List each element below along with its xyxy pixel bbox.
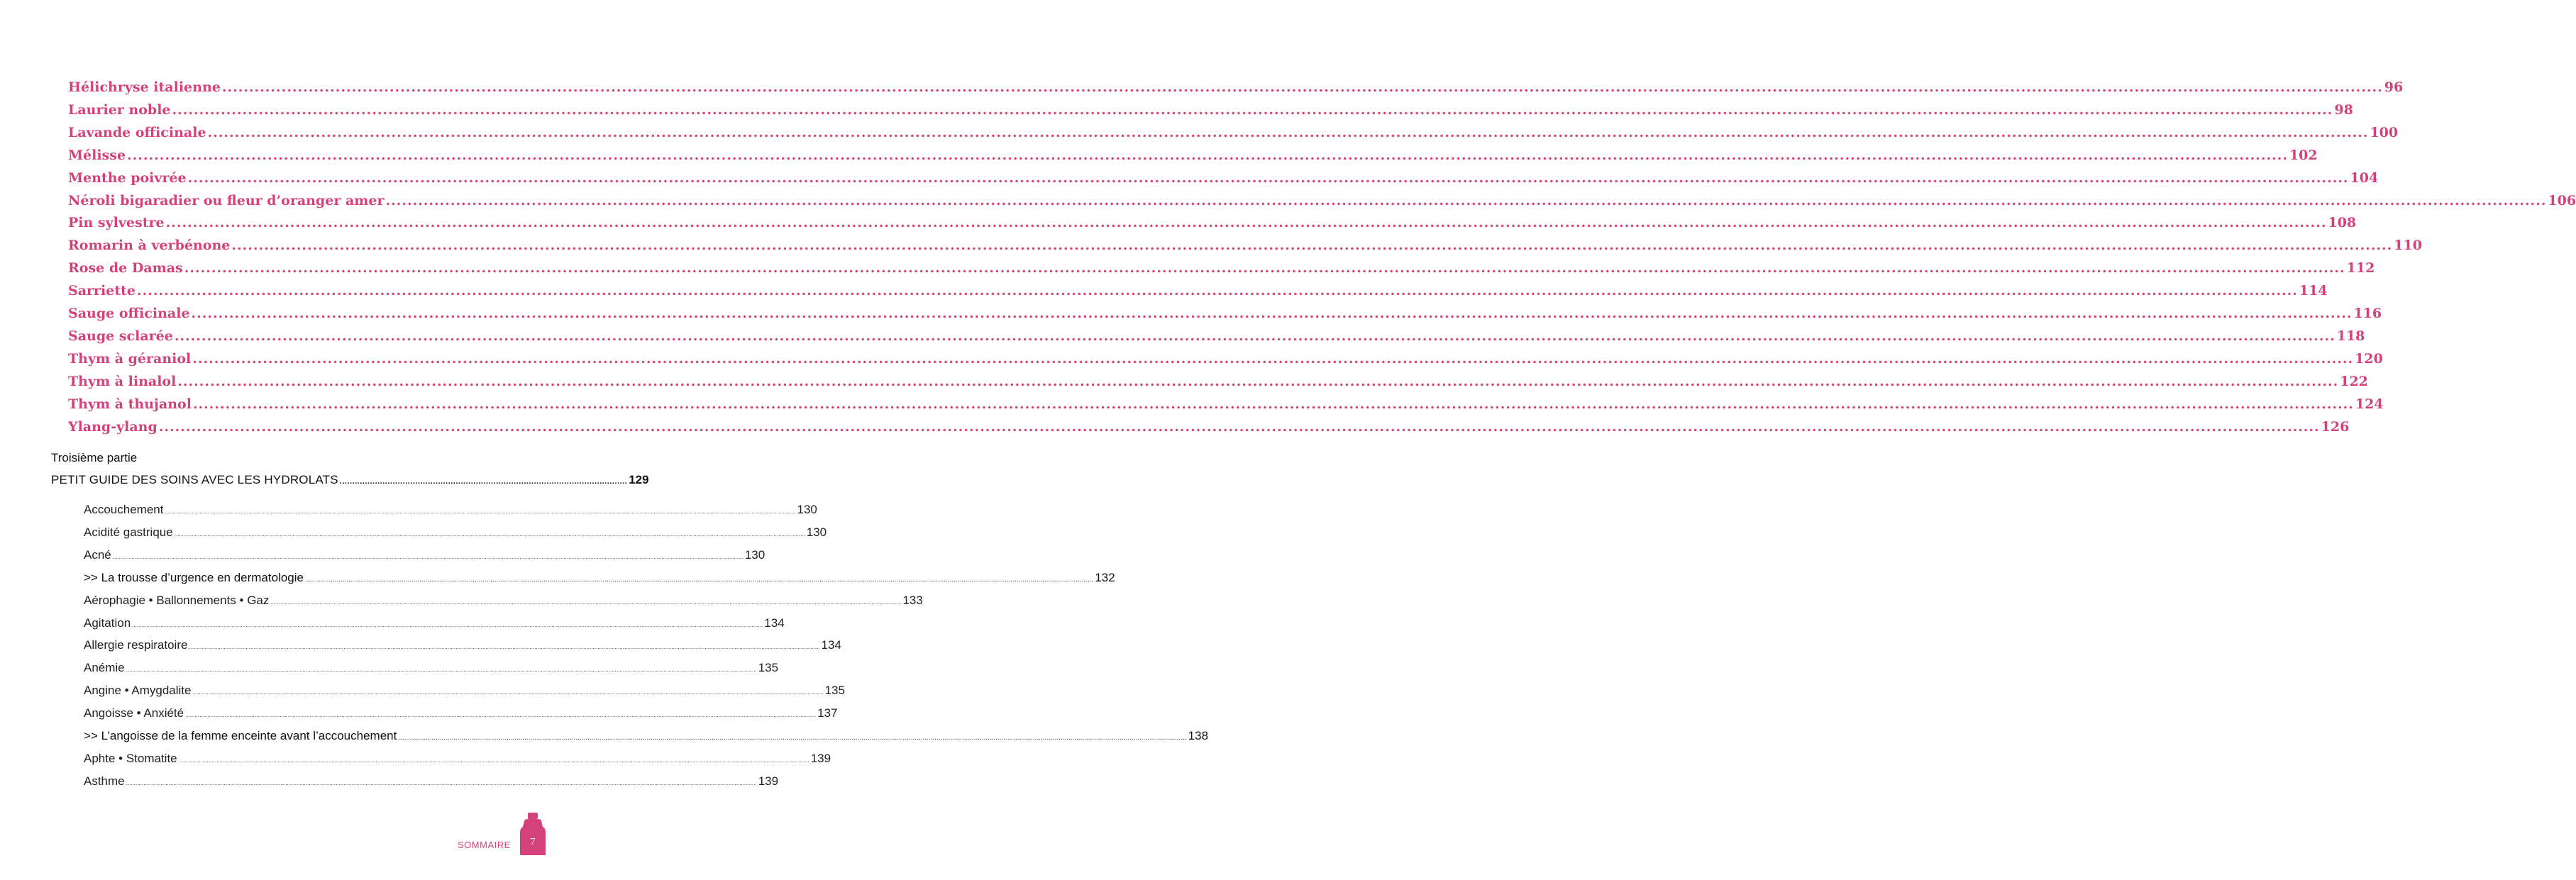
toc-plant-page: 112 [2346,260,2375,277]
toc-plant-row[interactable] [68,215,2357,236]
toc-plant-row[interactable] [68,283,2328,304]
toc-plant-page: 126 [2321,418,2350,435]
toc-plant-row[interactable] [68,396,2384,418]
dot-leader: ................................................................................................................................................................................................................................................................................................................................................................................................................ [189,644,820,651]
dot-leader: ................................................................................................................................................................................................................................................................................................................................................................................................................ [137,283,2298,299]
toc-entry-page: 139 [810,751,831,765]
dot-leader: ................................................................................................................................................................................................................................................................................................................................................................................................................ [191,306,2353,321]
toc-plant-label: Thym à thujanol [68,396,192,412]
dot-leader: ................................................................................................................................................................................................................................................................................................................................................................................................................ [112,553,743,560]
toc-entry-row[interactable] [84,661,779,679]
toc-plant-label: Thym à linalol [68,373,177,389]
dot-leader: ................................................................................................................................................................................................................................................................................................................................................................................................................ [126,779,757,786]
dot-leader: ................................................................................................................................................................................................................................................................................................................................................................................................................ [174,328,2335,344]
toc-entry-page: 132 [1095,570,1115,584]
toc-plant-row[interactable] [68,124,2399,146]
dot-leader: ................................................................................................................................................................................................................................................................................................................................................................................................................ [174,530,805,538]
toc-entry-row[interactable] [84,751,831,770]
toc-plant-label: Lavande officinale [68,124,206,140]
section-title: PETIT GUIDE DES SOINS AVEC LES HYDROLATS [51,473,338,486]
toc-plant-page: 96 [2384,79,2404,95]
toc-plant-row[interactable] [68,147,2318,169]
toc-entry-row[interactable] [84,706,838,725]
dot-leader: ................................................................................................................................................................................................................................................................................................................................................................................................................ [127,147,2288,163]
toc-plant-label: Thym à géraniol [68,350,192,367]
dot-leader: .................................................................................................................. [339,477,628,486]
toc-plant-label: Ylang-ylang [68,418,157,435]
part-heading: Troisième partie [51,451,138,464]
toc-plant-row[interactable] [68,306,2382,327]
toc-feature-row[interactable] [84,729,1209,747]
toc-plant-label: Sarriette [68,283,136,299]
toc-entry-row[interactable] [84,547,765,567]
dot-leader: ................................................................................................................................................................................................................................................................................................................................................................................................................ [221,79,2383,95]
dot-leader: ................................................................................................................................................................................................................................................................................................................................................................................................................ [187,169,2349,186]
toc-entry-row[interactable] [84,503,817,521]
toc-entry-label: Asthme [84,774,125,788]
toc-entry-label: Acné [84,547,111,562]
toc-plant-label: Rose de Damas [68,260,183,277]
toc-plant-page: 120 [2355,350,2383,367]
dot-leader: ................................................................................................................................................................................................................................................................................................................................................................................................................ [207,124,2369,140]
toc-entry-page: 135 [824,684,845,698]
toc-plant-label: Menthe poivrée [68,169,187,186]
toc-plant-row[interactable] [68,169,2379,191]
toc-plant-row[interactable] [68,79,2404,101]
toc-plant-row[interactable] [68,418,2350,440]
toc-plant-label: Hélichryse italienne [68,79,221,95]
toc-plant-row[interactable] [68,328,2365,350]
toc-entry-label: Allergie respiratoire [84,638,188,652]
dot-leader: ................................................................................................................................................................................................................................................................................................................................................................................................................ [192,689,824,696]
toc-entry-label: Aérophagie • Ballonnements • Gaz [84,593,270,607]
dot-leader: ................................................................................................................................................................................................................................................................................................................................................................................................................ [177,373,2339,389]
dot-leader: ................................................................................................................................................................................................................................................................................................................................................................................................................ [184,260,2345,277]
dot-leader: ................................................................................................................................................................................................................................................................................................................................................................................................................ [132,621,763,628]
page-number: 7 [530,837,536,847]
toc-entry-label: Acidité gastrique [84,525,173,539]
toc-plant-page: 124 [2355,396,2384,412]
toc-entry-row[interactable] [84,593,923,612]
dot-leader: ................................................................................................................................................................................................................................................................................................................................................................................................................ [231,238,2393,254]
dot-leader: ................................................................................................................................................................................................................................................................................................................................................................................................................ [185,712,817,719]
dot-leader: ................................................................................................................................................................................................................................................................................................................................................................................................................ [165,215,2327,231]
toc-entry-page: 139 [758,774,779,788]
dot-leader: ................................................................................................................................................................................................................................................................................................................................................................................................................ [172,101,2333,118]
toc-entry-row[interactable] [84,525,827,544]
toc-plant-label: Laurier noble [68,101,171,118]
dot-leader: ................................................................................................................................................................................................................................................................................................................................................................................................................ [158,418,2320,435]
toc-plant-page: 98 [2334,101,2353,118]
toc-entry-page: 130 [744,547,765,562]
dot-leader: ................................................................................................................................................................................................................................................................................................................................................................................................................ [398,734,1187,742]
toc-entry-label: Accouchement [84,503,164,516]
dot-leader: ................................................................................................................................................................................................................................................................................................................................................................................................................ [192,350,2354,367]
toc-entry-row[interactable] [84,774,779,793]
dot-leader: ................................................................................................................................................................................................................................................................................................................................................................................................................ [126,667,757,674]
dot-leader: ................................................................................................................................................................................................................................................................................................................................................................................................................ [304,575,1094,584]
toc-entry-label: Aphte • Stomatite [84,751,177,765]
toc-entry-label: Angine • Amygdalite [84,684,192,698]
toc-plant-page: 114 [2299,283,2328,299]
dot-leader: ................................................................................................................................................................................................................................................................................................................................................................................................................ [165,508,796,515]
toc-plant-row[interactable] [68,238,2422,259]
dot-leader: ................................................................................................................................................................................................................................................................................................................................................................................................................ [270,598,902,606]
toc-plant-page: 106 [2548,192,2576,208]
toc-plant-page: 122 [2340,373,2368,389]
toc-plant-label: Romarin à verbénone [68,238,231,254]
toc-plant-label: Néroli bigaradier ou fleur d’oranger amer [68,192,385,208]
toc-entry-page: 134 [764,616,785,630]
toc-feature-row[interactable] [84,570,1115,589]
toc-plant-row[interactable] [68,101,2353,123]
toc-plant-row[interactable] [68,192,2576,214]
dot-leader: ................................................................................................................................................................................................................................................................................................................................................................................................................ [192,396,2354,412]
toc-entry-page: 137 [817,706,838,720]
toc-entry-page: 134 [821,638,841,652]
toc-entry-page: 130 [797,503,817,516]
toc-plant-row[interactable] [68,350,2383,372]
toc-entry-label: >> La trousse d’urgence en dermatologie [84,570,304,584]
dot-leader: ................................................................................................................................................................................................................................................................................................................................................................................................................ [385,192,2547,208]
bottle-icon [520,813,546,855]
toc-plant-page: 102 [2289,147,2318,163]
toc-entry-label: Angoisse • Anxiété [84,706,184,720]
toc-plant-label: Pin sylvestre [68,215,165,231]
toc-entry-label: Agitation [84,616,131,630]
toc-entry-label: >> L’angoisse de la femme enceinte avant l’accouchement [84,729,397,742]
toc-plant-row[interactable] [68,373,2368,395]
toc-plant-page: 104 [2350,169,2379,186]
toc-entry-label: Anémie [84,661,125,675]
toc-entry-page: 135 [758,661,779,675]
toc-entry-page: 133 [902,593,923,607]
toc-plant-page: 108 [2328,215,2357,231]
toc-plant-label: Sauge sclarée [68,328,173,344]
toc-section-title-row[interactable] [51,473,649,491]
dot-leader: ................................................................................................................................................................................................................................................................................................................................................................................................................ [178,757,809,764]
toc-plant-page: 100 [2370,124,2399,140]
toc-entry-row[interactable] [84,684,845,702]
toc-plant-label: Sauge officinale [68,306,190,321]
toc-plant-page: 116 [2353,306,2382,321]
toc-plant-label: Mélisse [68,147,126,163]
toc-entry-row[interactable] [84,638,841,657]
toc-plant-page: 110 [2394,238,2422,254]
toc-plant-row[interactable] [68,260,2375,282]
toc-plant-page: 118 [2336,328,2365,344]
toc-entry-page: 138 [1188,729,1209,742]
section-page-number: 129 [629,473,649,486]
toc-entry-row[interactable] [84,616,785,635]
footer-section-label: SOMMAIRE [458,840,511,850]
toc-entry-page: 130 [806,525,827,539]
